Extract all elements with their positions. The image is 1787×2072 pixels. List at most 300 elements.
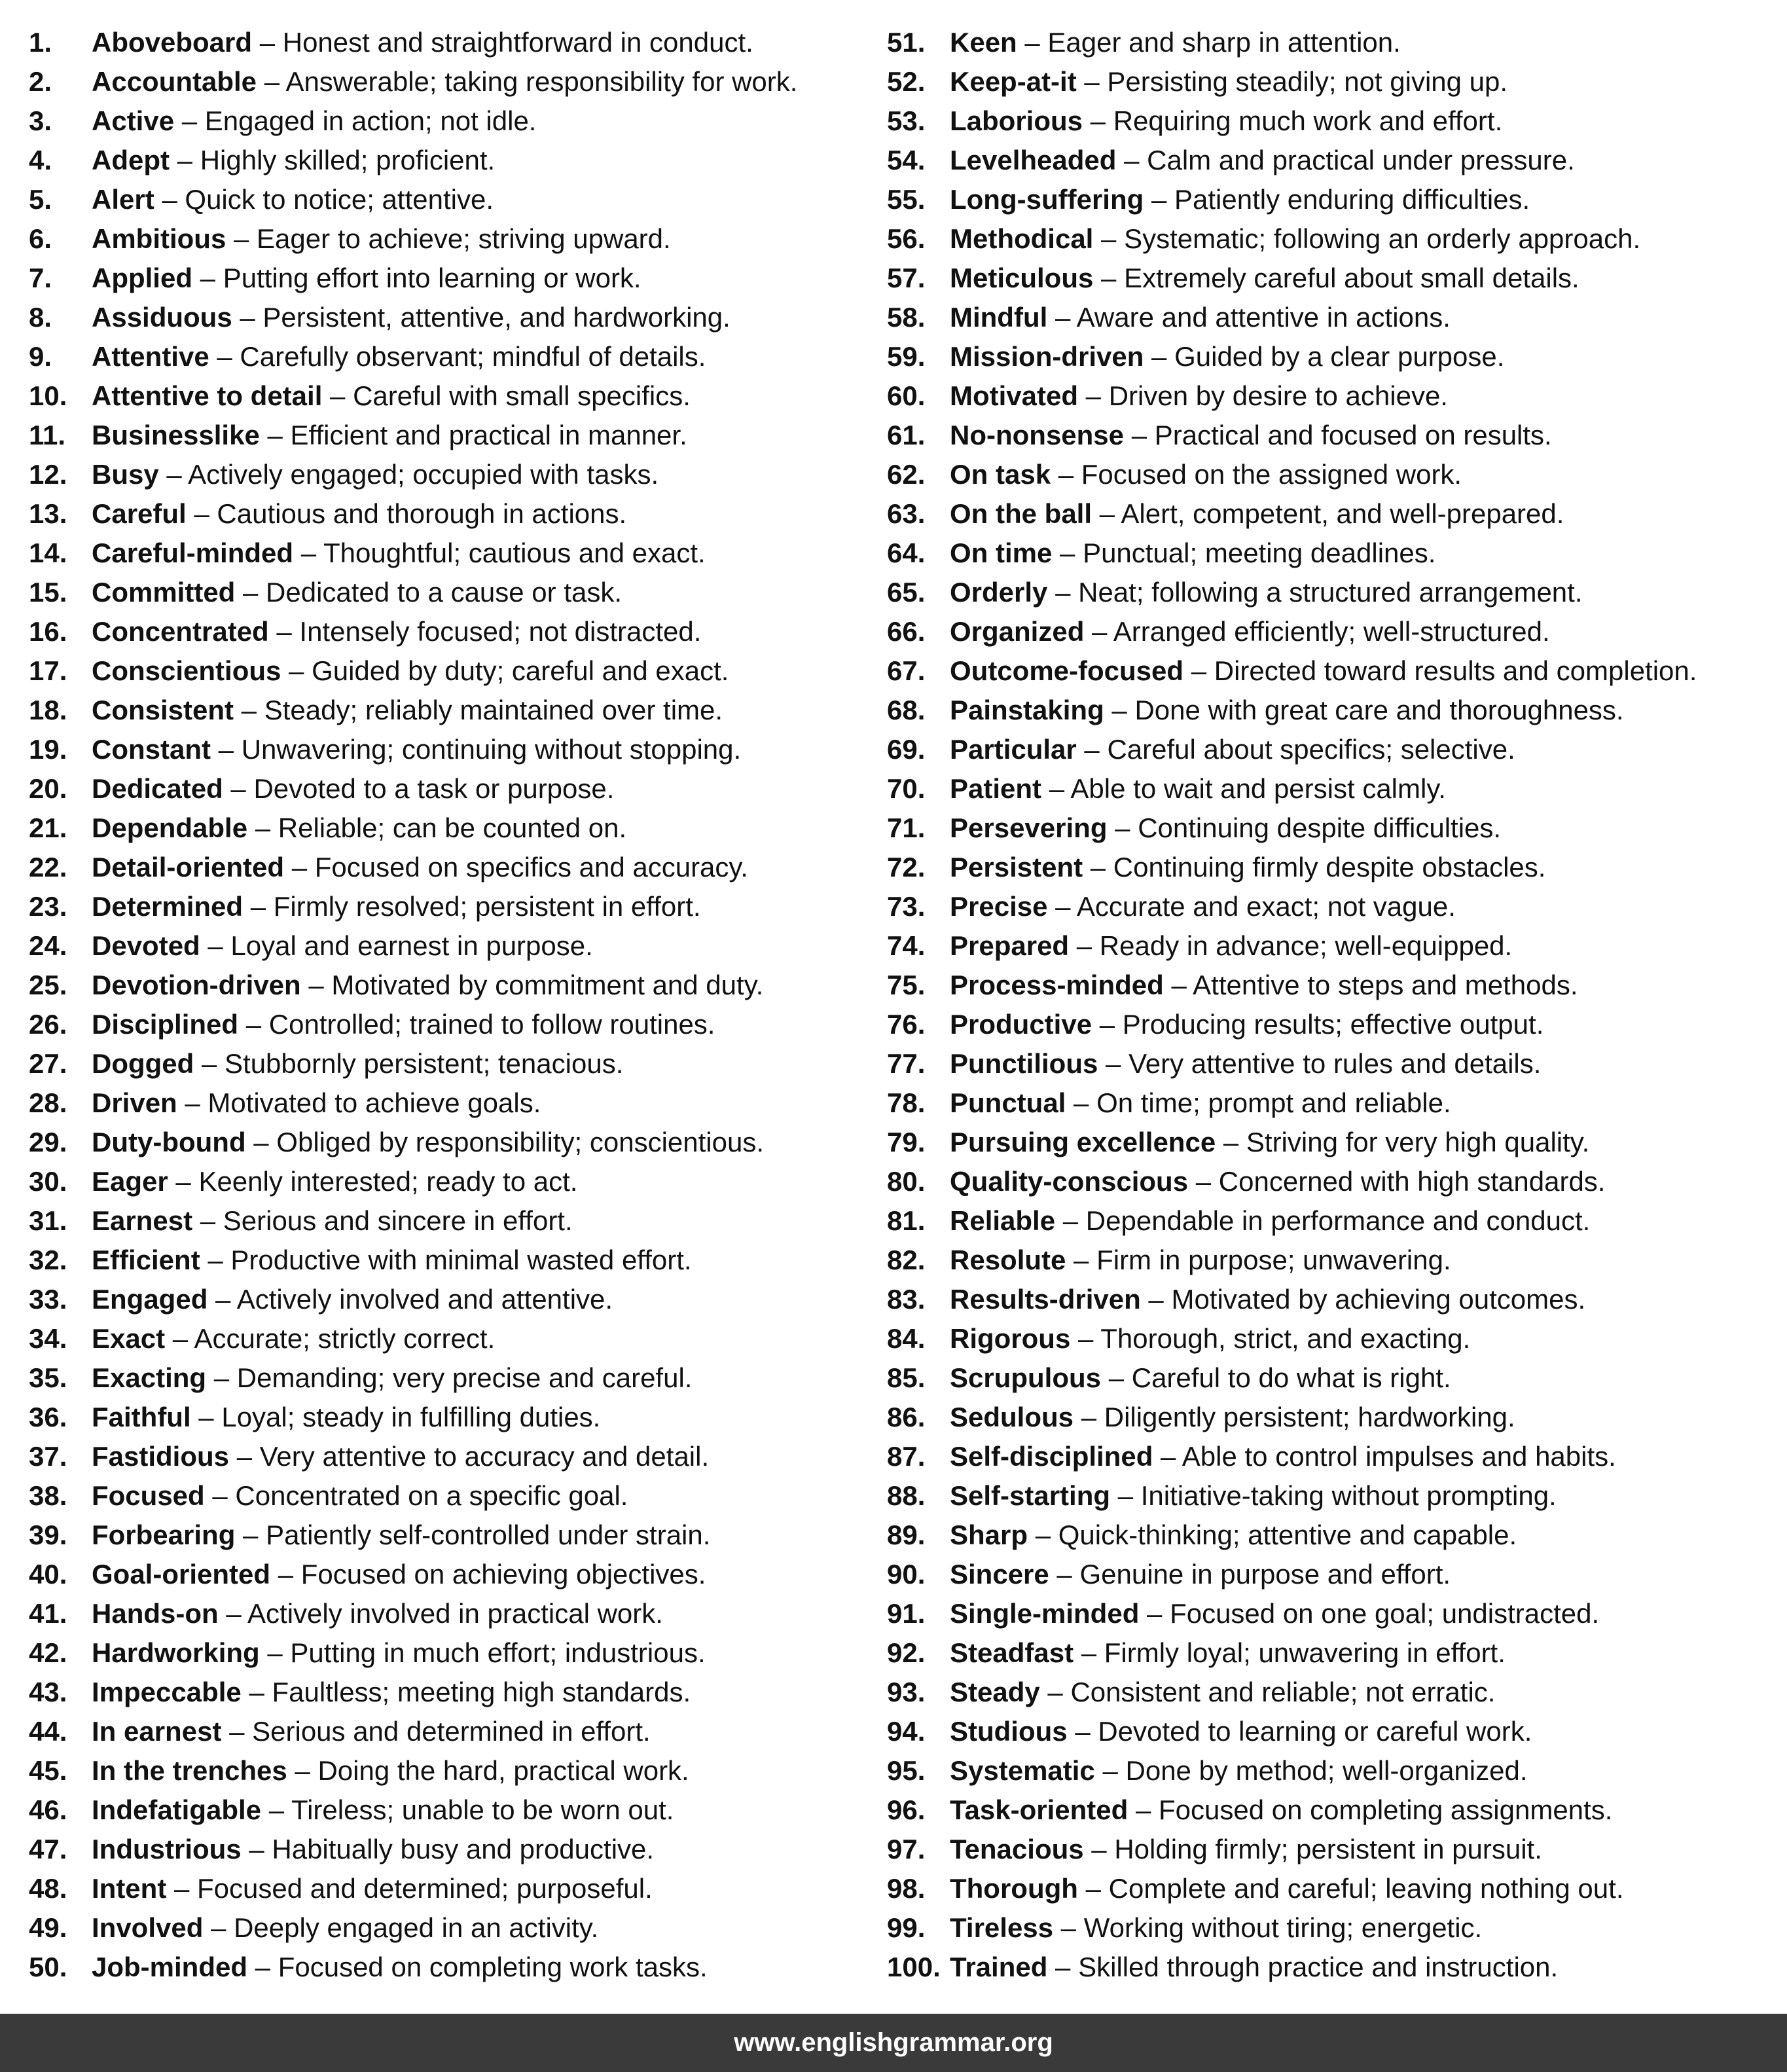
item-definition: Quick to notice; attentive. bbox=[185, 184, 494, 215]
item-text bbox=[92, 1241, 692, 1280]
item-number: 73. bbox=[887, 891, 926, 922]
item-text bbox=[92, 1516, 710, 1555]
item-number: 20. bbox=[29, 773, 67, 804]
item-text bbox=[950, 966, 1578, 1005]
item-definition: Careful with small specifics. bbox=[353, 380, 691, 411]
item-definition: Devoted to learning or careful work. bbox=[1098, 1716, 1532, 1747]
list-item bbox=[887, 1908, 1777, 1948]
item-separator: – bbox=[1047, 1952, 1079, 1982]
item-definition: Driven by desire to achieve. bbox=[1108, 380, 1448, 411]
item-term: Accountable bbox=[92, 66, 257, 97]
item-definition: Devoted to a task or purpose. bbox=[253, 773, 615, 804]
item-term: Organized bbox=[950, 616, 1085, 647]
item-separator: – bbox=[1017, 27, 1048, 58]
list-item bbox=[887, 180, 1777, 219]
item-separator: – bbox=[194, 1048, 225, 1079]
item-number: 3. bbox=[29, 105, 52, 136]
item-separator: – bbox=[166, 1873, 198, 1904]
item-term: Eager bbox=[92, 1166, 168, 1197]
item-definition: Very attentive to rules and details. bbox=[1128, 1048, 1542, 1079]
item-definition: Accurate and exact; not vague. bbox=[1076, 891, 1456, 922]
item-term: Studious bbox=[950, 1716, 1068, 1747]
item-number: 24. bbox=[29, 930, 67, 961]
item-definition: Dedicated to a cause or task. bbox=[266, 577, 623, 608]
item-text bbox=[92, 651, 729, 691]
item-separator: – bbox=[158, 459, 189, 490]
item-term: Intent bbox=[92, 1873, 167, 1904]
item-number: 14. bbox=[29, 537, 67, 568]
item-definition: Diligently persistent; hardworking. bbox=[1104, 1402, 1515, 1432]
item-number: 33. bbox=[29, 1284, 67, 1315]
item-separator: – bbox=[1070, 1323, 1101, 1354]
item-term: Assiduous bbox=[92, 302, 232, 333]
list-item bbox=[887, 1476, 1777, 1516]
list-item bbox=[887, 1516, 1777, 1555]
item-separator: – bbox=[1074, 1402, 1104, 1432]
item-term: Consistent bbox=[92, 695, 234, 725]
item-number: 45. bbox=[29, 1755, 67, 1786]
item-term: Systematic bbox=[950, 1755, 1095, 1786]
list-item bbox=[887, 730, 1777, 769]
item-number: 39. bbox=[29, 1519, 67, 1550]
item-text bbox=[950, 926, 1512, 966]
item-separator: – bbox=[1076, 66, 1108, 97]
item-term: Keen bbox=[950, 27, 1017, 58]
item-definition: Unwavering; continuing without stopping. bbox=[241, 734, 742, 765]
list-item bbox=[29, 1790, 880, 1830]
list-item bbox=[887, 966, 1777, 1005]
item-definition: Focused on achieving objectives. bbox=[300, 1559, 706, 1590]
item-number: 47. bbox=[29, 1834, 67, 1864]
item-term: Determined bbox=[92, 891, 244, 922]
item-text bbox=[950, 691, 1624, 730]
item-text bbox=[92, 1437, 709, 1476]
item-term: Dependable bbox=[92, 812, 248, 843]
item-term: Earnest bbox=[92, 1205, 193, 1236]
item-term: Committed bbox=[92, 577, 236, 608]
list-item bbox=[887, 534, 1777, 573]
list-item bbox=[29, 691, 880, 730]
list-item bbox=[29, 1123, 880, 1162]
item-term: Single-minded bbox=[950, 1598, 1140, 1629]
item-text bbox=[92, 23, 753, 62]
item-separator: – bbox=[190, 1402, 222, 1432]
item-text bbox=[92, 1201, 573, 1241]
item-number: 27. bbox=[29, 1048, 67, 1079]
item-term: Mindful bbox=[950, 302, 1048, 333]
item-definition: Calm and practical under pressure. bbox=[1147, 145, 1575, 175]
item-number: 97. bbox=[887, 1834, 926, 1864]
item-term: Devotion-driven bbox=[92, 970, 301, 1000]
item-separator: – bbox=[168, 1166, 199, 1197]
item-definition: Putting in much effort; industrious. bbox=[290, 1637, 706, 1668]
item-term: Steady bbox=[950, 1677, 1040, 1707]
item-separator: – bbox=[261, 1794, 291, 1825]
item-text bbox=[950, 848, 1545, 887]
item-number: 83. bbox=[887, 1284, 926, 1315]
item-number: 77. bbox=[887, 1048, 926, 1079]
item-definition: Able to control impulses and habits. bbox=[1182, 1441, 1616, 1472]
list-item bbox=[887, 1005, 1777, 1044]
item-definition: Loyal; steady in fulfilling duties. bbox=[221, 1402, 601, 1432]
item-separator: – bbox=[204, 1480, 236, 1511]
item-text bbox=[950, 1830, 1542, 1869]
item-term: Driven bbox=[92, 1087, 177, 1118]
item-number: 5. bbox=[29, 184, 52, 215]
item-separator: – bbox=[1066, 1087, 1097, 1118]
item-term: Detail-oriented bbox=[92, 852, 285, 882]
item-term: Productive bbox=[950, 1009, 1092, 1040]
item-term: Constant bbox=[92, 734, 211, 765]
item-definition: Complete and careful; leaving nothing out. bbox=[1108, 1873, 1624, 1904]
item-separator: – bbox=[1144, 341, 1175, 372]
item-term: Mission-driven bbox=[950, 341, 1144, 372]
item-number: 10. bbox=[29, 380, 67, 411]
item-separator: – bbox=[1083, 1834, 1115, 1864]
item-number: 43. bbox=[29, 1677, 67, 1707]
item-separator: – bbox=[200, 930, 231, 961]
item-term: Forbearing bbox=[92, 1519, 236, 1550]
item-text bbox=[92, 1398, 600, 1437]
list-item bbox=[29, 809, 880, 848]
list-item bbox=[29, 1358, 880, 1398]
item-definition: Firm in purpose; unwavering. bbox=[1096, 1245, 1451, 1275]
list-item bbox=[887, 1673, 1777, 1712]
item-text bbox=[92, 259, 641, 298]
item-number: 74. bbox=[887, 930, 926, 961]
item-term: Patient bbox=[950, 773, 1042, 804]
item-definition: Consistent and reliable; not erratic. bbox=[1070, 1677, 1496, 1707]
item-text bbox=[92, 1673, 691, 1712]
item-definition: Firmly resolved; persistent in effort. bbox=[273, 891, 701, 922]
list-item bbox=[29, 101, 880, 141]
item-separator: – bbox=[1216, 1127, 1246, 1157]
item-term: Reliable bbox=[950, 1205, 1056, 1236]
item-text bbox=[92, 573, 622, 612]
list-item bbox=[29, 337, 880, 376]
item-definition: Motivated to achieve goals. bbox=[208, 1087, 541, 1118]
list-item bbox=[887, 887, 1777, 926]
item-definition: Answerable; taking responsibility for work. bbox=[285, 66, 798, 97]
item-term: Long-suffering bbox=[950, 184, 1144, 215]
item-number: 95. bbox=[887, 1755, 926, 1786]
item-number: 78. bbox=[887, 1087, 926, 1118]
item-number: 21. bbox=[29, 812, 67, 843]
item-text bbox=[950, 1869, 1623, 1908]
list-item bbox=[29, 1241, 880, 1280]
item-definition: Obliged by responsibility; conscientious. bbox=[276, 1127, 765, 1157]
list-item bbox=[887, 1398, 1777, 1437]
item-separator: – bbox=[1076, 734, 1108, 765]
item-term: Motivated bbox=[950, 380, 1079, 411]
item-term: Tireless bbox=[950, 1912, 1054, 1943]
item-definition: Cautious and thorough in actions. bbox=[217, 498, 627, 529]
item-number: 50. bbox=[29, 1952, 67, 1982]
item-definition: Serious and sincere in effort. bbox=[223, 1205, 573, 1236]
item-text bbox=[950, 534, 1435, 573]
item-separator: – bbox=[241, 1834, 272, 1864]
list-item bbox=[887, 1948, 1777, 1987]
item-separator: – bbox=[1144, 184, 1174, 215]
item-text bbox=[92, 337, 706, 376]
item-term: Dogged bbox=[92, 1048, 194, 1079]
item-definition: Thorough, strict, and exacting. bbox=[1100, 1323, 1471, 1354]
item-number: 34. bbox=[29, 1323, 67, 1354]
item-separator: – bbox=[1101, 1362, 1132, 1393]
item-term: Self-starting bbox=[950, 1480, 1111, 1511]
item-number: 48. bbox=[29, 1873, 67, 1904]
item-separator: – bbox=[257, 66, 286, 97]
list-item bbox=[29, 141, 880, 180]
item-text bbox=[92, 769, 614, 809]
item-number: 44. bbox=[29, 1716, 67, 1747]
item-text bbox=[92, 1908, 598, 1948]
item-text bbox=[950, 612, 1550, 651]
item-definition: Very attentive to accuracy and detail. bbox=[259, 1441, 710, 1472]
list-item bbox=[29, 1673, 880, 1712]
list-item bbox=[887, 1869, 1777, 1908]
item-text bbox=[92, 612, 701, 651]
list-item bbox=[887, 1594, 1777, 1633]
item-text bbox=[950, 141, 1575, 180]
list-item bbox=[887, 1280, 1777, 1319]
item-definition: Actively involved in practical work. bbox=[247, 1598, 663, 1629]
item-separator: – bbox=[200, 1245, 231, 1275]
item-number: 90. bbox=[887, 1559, 926, 1590]
item-text bbox=[92, 809, 626, 848]
item-text bbox=[950, 219, 1640, 259]
item-definition: Deeply engaged in an activity. bbox=[234, 1912, 599, 1943]
item-definition: Requiring much work and effort. bbox=[1113, 105, 1503, 136]
item-definition: Actively involved and attentive. bbox=[236, 1284, 613, 1315]
item-separator: – bbox=[1153, 1441, 1182, 1472]
item-separator: – bbox=[1078, 380, 1109, 411]
item-definition: Aware and attentive in actions. bbox=[1076, 302, 1451, 333]
item-separator: – bbox=[1055, 1205, 1086, 1236]
item-term: Alert bbox=[92, 184, 154, 215]
list-item bbox=[887, 573, 1777, 612]
item-term: Involved bbox=[92, 1912, 204, 1943]
item-text bbox=[950, 1083, 1451, 1123]
list-item bbox=[29, 219, 880, 259]
item-term: Concentrated bbox=[92, 616, 269, 647]
item-number: 80. bbox=[887, 1166, 926, 1197]
list-item bbox=[29, 1437, 880, 1476]
item-text bbox=[92, 534, 706, 573]
item-separator: – bbox=[1104, 695, 1135, 725]
item-definition: Quick-thinking; attentive and capable. bbox=[1058, 1519, 1517, 1550]
item-definition: Concentrated on a specific goal. bbox=[235, 1480, 628, 1511]
item-number: 9. bbox=[29, 341, 52, 372]
item-number: 63. bbox=[887, 498, 926, 529]
item-separator: – bbox=[1107, 812, 1138, 843]
list-item bbox=[29, 1830, 880, 1869]
item-separator: – bbox=[177, 1087, 208, 1118]
item-separator: – bbox=[259, 1637, 291, 1668]
item-number: 100. bbox=[887, 1952, 941, 1982]
item-term: Particular bbox=[950, 734, 1077, 765]
item-definition: Serious and determined in effort. bbox=[252, 1716, 651, 1747]
item-separator: – bbox=[1139, 1598, 1170, 1629]
item-definition: Stubbornly persistent; tenacious. bbox=[225, 1048, 624, 1079]
list-item bbox=[29, 1633, 880, 1673]
item-text bbox=[950, 1005, 1543, 1044]
item-separator: – bbox=[1047, 891, 1077, 922]
item-definition: Highly skilled; proficient. bbox=[200, 145, 496, 175]
item-term: In the trenches bbox=[92, 1755, 287, 1786]
item-definition: Habitually busy and productive. bbox=[272, 1834, 655, 1864]
item-number: 46. bbox=[29, 1794, 67, 1825]
item-definition: Eager to achieve; striving upward. bbox=[257, 223, 671, 254]
item-number: 99. bbox=[887, 1912, 926, 1943]
item-term: Persevering bbox=[950, 812, 1108, 843]
item-term: Keep-at-it bbox=[950, 66, 1077, 97]
item-text bbox=[92, 1869, 653, 1908]
item-definition: Thoughtful; cautious and exact. bbox=[323, 537, 706, 568]
item-number: 17. bbox=[29, 655, 67, 686]
item-separator: – bbox=[229, 1441, 260, 1472]
list-item bbox=[887, 455, 1777, 494]
item-definition: Punctual; meeting deadlines. bbox=[1083, 537, 1436, 568]
item-definition: Genuine in purpose and effort. bbox=[1079, 1559, 1451, 1590]
list-item bbox=[29, 1005, 880, 1044]
item-number: 18. bbox=[29, 695, 67, 725]
list-item bbox=[29, 887, 880, 926]
list-item bbox=[29, 1751, 880, 1790]
item-definition: Done by method; well-organized. bbox=[1125, 1755, 1528, 1786]
item-separator: – bbox=[238, 1009, 269, 1040]
item-text bbox=[950, 1398, 1515, 1437]
item-text bbox=[950, 1201, 1590, 1241]
item-term: Careful bbox=[92, 498, 187, 529]
item-definition: Focused on specifics and accuracy. bbox=[314, 852, 748, 882]
item-separator: – bbox=[1092, 1009, 1123, 1040]
item-text bbox=[92, 376, 691, 416]
list-item bbox=[29, 1398, 880, 1437]
item-number: 22. bbox=[29, 852, 67, 882]
item-separator: – bbox=[1053, 1912, 1084, 1943]
item-term: Painstaking bbox=[950, 695, 1104, 725]
item-number: 67. bbox=[887, 655, 926, 686]
list-item bbox=[887, 1123, 1777, 1162]
item-number: 98. bbox=[887, 1873, 926, 1904]
list-item bbox=[29, 455, 880, 494]
item-definition: Focused on completing work tasks. bbox=[278, 1952, 708, 1982]
item-definition: Done with great care and thoroughness. bbox=[1134, 695, 1624, 725]
item-number: 60. bbox=[887, 380, 926, 411]
item-term: In earnest bbox=[92, 1716, 222, 1747]
item-number: 84. bbox=[887, 1323, 926, 1354]
item-text bbox=[950, 1790, 1612, 1830]
item-text bbox=[950, 101, 1502, 141]
item-text bbox=[92, 455, 659, 494]
item-text bbox=[950, 651, 1697, 691]
item-separator: – bbox=[1049, 1559, 1080, 1590]
item-number: 92. bbox=[887, 1637, 926, 1668]
item-definition: Careful about specifics; selective. bbox=[1107, 734, 1515, 765]
item-separator: – bbox=[287, 1755, 318, 1786]
item-term: Busy bbox=[92, 459, 159, 490]
item-text bbox=[950, 730, 1515, 769]
item-text bbox=[92, 1790, 674, 1830]
item-text bbox=[92, 848, 748, 887]
item-text bbox=[92, 494, 626, 534]
item-number: 2. bbox=[29, 66, 52, 97]
item-term: Conscientious bbox=[92, 655, 281, 686]
item-text bbox=[950, 1162, 1605, 1201]
list-item bbox=[29, 376, 880, 416]
item-separator: – bbox=[300, 970, 332, 1000]
item-definition: Attentive to steps and methods. bbox=[1193, 970, 1578, 1000]
list-item bbox=[29, 730, 880, 769]
item-term: On the ball bbox=[950, 498, 1092, 529]
item-separator: – bbox=[1083, 852, 1113, 882]
item-separator: – bbox=[1093, 223, 1125, 254]
list-item bbox=[29, 1083, 880, 1123]
item-text bbox=[950, 1751, 1528, 1790]
item-text bbox=[950, 1044, 1541, 1083]
item-definition: Faultless; meeting high standards. bbox=[272, 1677, 691, 1707]
item-term: Levelheaded bbox=[950, 145, 1117, 175]
list-item bbox=[29, 23, 880, 62]
item-number: 42. bbox=[29, 1637, 67, 1668]
item-text bbox=[92, 926, 593, 966]
item-term: On time bbox=[950, 537, 1053, 568]
item-definition: Patiently enduring difficulties. bbox=[1174, 184, 1530, 215]
item-separator: – bbox=[209, 341, 240, 372]
item-separator: – bbox=[192, 263, 223, 293]
footer-website-link[interactable]: www.englishgrammar.org bbox=[734, 2028, 1053, 2057]
item-number: 76. bbox=[887, 1009, 926, 1040]
item-text bbox=[92, 1083, 541, 1123]
item-number: 86. bbox=[887, 1402, 926, 1432]
item-definition: Skilled through practice and instruction. bbox=[1078, 1952, 1559, 1982]
item-text bbox=[92, 1005, 715, 1044]
list-item bbox=[887, 1241, 1777, 1280]
item-number: 26. bbox=[29, 1009, 67, 1040]
item-text bbox=[950, 416, 1552, 455]
item-number: 23. bbox=[29, 891, 67, 922]
item-definition: Careful to do what is right. bbox=[1131, 1362, 1451, 1393]
item-term: Dedicated bbox=[92, 773, 223, 804]
item-term: Meticulous bbox=[950, 263, 1094, 293]
item-separator: – bbox=[1092, 498, 1121, 529]
item-text bbox=[950, 1594, 1599, 1633]
item-term: Pursuing excellence bbox=[950, 1127, 1216, 1157]
item-number: 55. bbox=[887, 184, 926, 215]
item-separator: – bbox=[293, 537, 323, 568]
item-separator: – bbox=[226, 223, 257, 254]
list-item bbox=[29, 62, 880, 101]
item-text bbox=[92, 1830, 654, 1869]
list-item bbox=[887, 1358, 1777, 1398]
item-separator: – bbox=[281, 655, 312, 686]
item-text bbox=[92, 219, 671, 259]
item-separator: – bbox=[1069, 930, 1100, 961]
list-item bbox=[29, 1555, 880, 1594]
item-number: 75. bbox=[887, 970, 926, 1000]
item-text bbox=[950, 1123, 1589, 1162]
word-list-right-column bbox=[887, 23, 1777, 1987]
item-text bbox=[950, 1908, 1482, 1948]
list-item bbox=[29, 966, 880, 1005]
list-item bbox=[887, 1830, 1777, 1869]
item-number: 11. bbox=[29, 420, 66, 450]
item-separator: – bbox=[1067, 1716, 1098, 1747]
item-definition: Honest and straightforward in conduct. bbox=[282, 27, 753, 58]
list-item bbox=[29, 1201, 880, 1241]
item-definition: Striving for very high quality. bbox=[1246, 1127, 1590, 1157]
